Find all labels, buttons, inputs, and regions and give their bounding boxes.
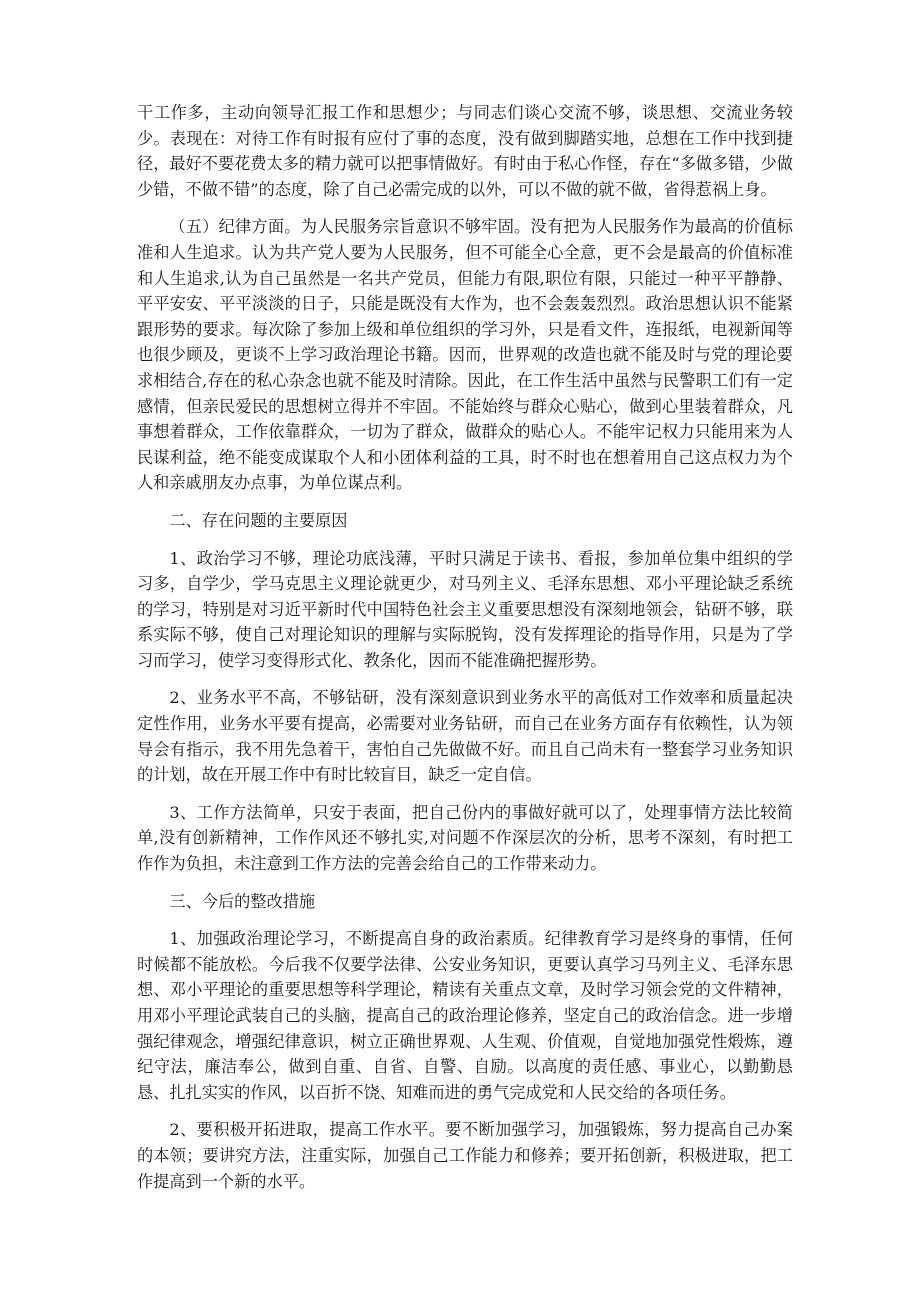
paragraph-measure-1: 1、加强政治理论学习，不断提高自身的政治素质。纪律教育学习是终身的事情，任何时候都不能放松。今后我不仅要学法律、公安业务知识，更要认真学习马列主义、毛泽东思想、邓小平理论的重要思想等科学理论，精读有关重点文章，及时学习领会党的文件精神，用邓小平理论武装自己的头脑，提高自己的政治理论修养，坚定自己的政治信念。进一步增强纪律观念，增强纪律意识，树立正确世界观、人生观、价值观，自觉地加强党性煅炼，遵纪守法，廉洁奉公，做到自重、自省、自警、自励。以高度的责任感、事业心，以勤勤恳恳、扎扎实实的作风，以百折不饶、知难而进的勇气完成党和人民交给的各项任务。 <box>137 929 793 1102</box>
paragraph-cause-3: 3、工作方法简单，只安于表面，把自己份内的事做好就可以了，处理事情方法比较简单,没有创新精神，工作作风还不够扎实,对问题不作深层次的分析，思考不深刻，有时把工作作为负担，未注意到工作方法的完善会给自己的工作带来动力。 <box>137 802 793 874</box>
paragraph-cause-1: 1、政治学习不够，理论功底浅薄，平时只满足于读书、看报，参加单位集中组织的学习多，自学少，学马克思主义理论就更少，对马列主义、毛泽东思想、邓小平理论缺乏系统的学习，特别是对习近平新时代中国特色社会主义重要思想没有深刻地领会，钻研不够，联系实际不够，使自己对理论知识的理解与实际脱钩，没有发挥理论的指导作用，只是为了学习而学习，使学习变得形式化、教条化，因而不能准确把握形势。 <box>137 548 793 670</box>
paragraph-discipline: （五）纪律方面。为人民服务宗旨意识不够牢固。没有把为人民服务作为最高的价值标准和人生追求。认为共产党人要为人民服务，但不可能全心全意，更不会是最高的价值标准和人生追求,认为自己虽然是一名共产党员，但能力有限,职位有限，只能过一种平平静静、平平安安、平平淡淡的日子，只能是既没有大作为，也不会轰轰烈烈。政治思想认识不能紧跟形势的要求。每次除了参加上级和单位组织的学习外，只是看文件，连报纸，电视新闻等也很少顾及，更谈不上学习政治理论书籍。因而，世界观的改造也就不能及时与党的理论要求相结合,存在的私心杂念也就不能及时清除。因此，在工作生活中虽然与民警职工们有一定感情，但亲民爱民的思想树立得并不牢固。不能始终与群众心贴心，做到心里装着群众，凡事想着群众，工作依靠群众，一切为了群众，做群众的贴心人。不能牢记权力只能用来为人民谋利益，绝不能变成谋取个人和小团体利益的工具，时不时也在想着用自己这点权力为个人和亲戚朋友办点事，为单位谋点利。 <box>137 217 793 493</box>
section-heading-causes: 二、存在问题的主要原因 <box>169 510 348 530</box>
paragraph-cause-2: 2、业务水平不高，不够钻研，没有深刻意识到业务水平的高低对工作效率和质量起决定性作用，业务水平要有提高，必需要对业务钻研，而自己在业务方面存有依赖性，认为领导会有指示，我不用先急着干，害怕自己先做做不好。而且自己尚未有一整套学习业务知识的计划，故在开展工作中有时比较盲目，缺乏一定自信。 <box>137 688 793 785</box>
section-heading-measures: 三、今后的整改措施 <box>169 891 316 911</box>
document-page <box>137 100 793 1206</box>
paragraph-measure-2: 2、要积极开拓进取，提高工作水平。要不断加强学习，加强锻炼，努力提高自己办案的本领；要讲究方法，注重实际，加强自己工作能力和修养；要开拓创新，积极进取，把工作提高到一个新的水平。 <box>137 1120 793 1191</box>
paragraph-continuation: 干工作多，主动向领导汇报工作和思想少；与同志们谈心交流不够，谈思想、交流业务较少。表现在：对待工作有时报有应付了事的态度，没有做到脚踏实地，总想在工作中找到捷径，最好不要花费太多的精力就可以把事情做好。有时由于私心作怪，存在“多做多错，少做少错，不做不错”的态度，除了自己必需完成的以外，可以不做的就不做，省得惹祸上身。 <box>137 103 793 199</box>
